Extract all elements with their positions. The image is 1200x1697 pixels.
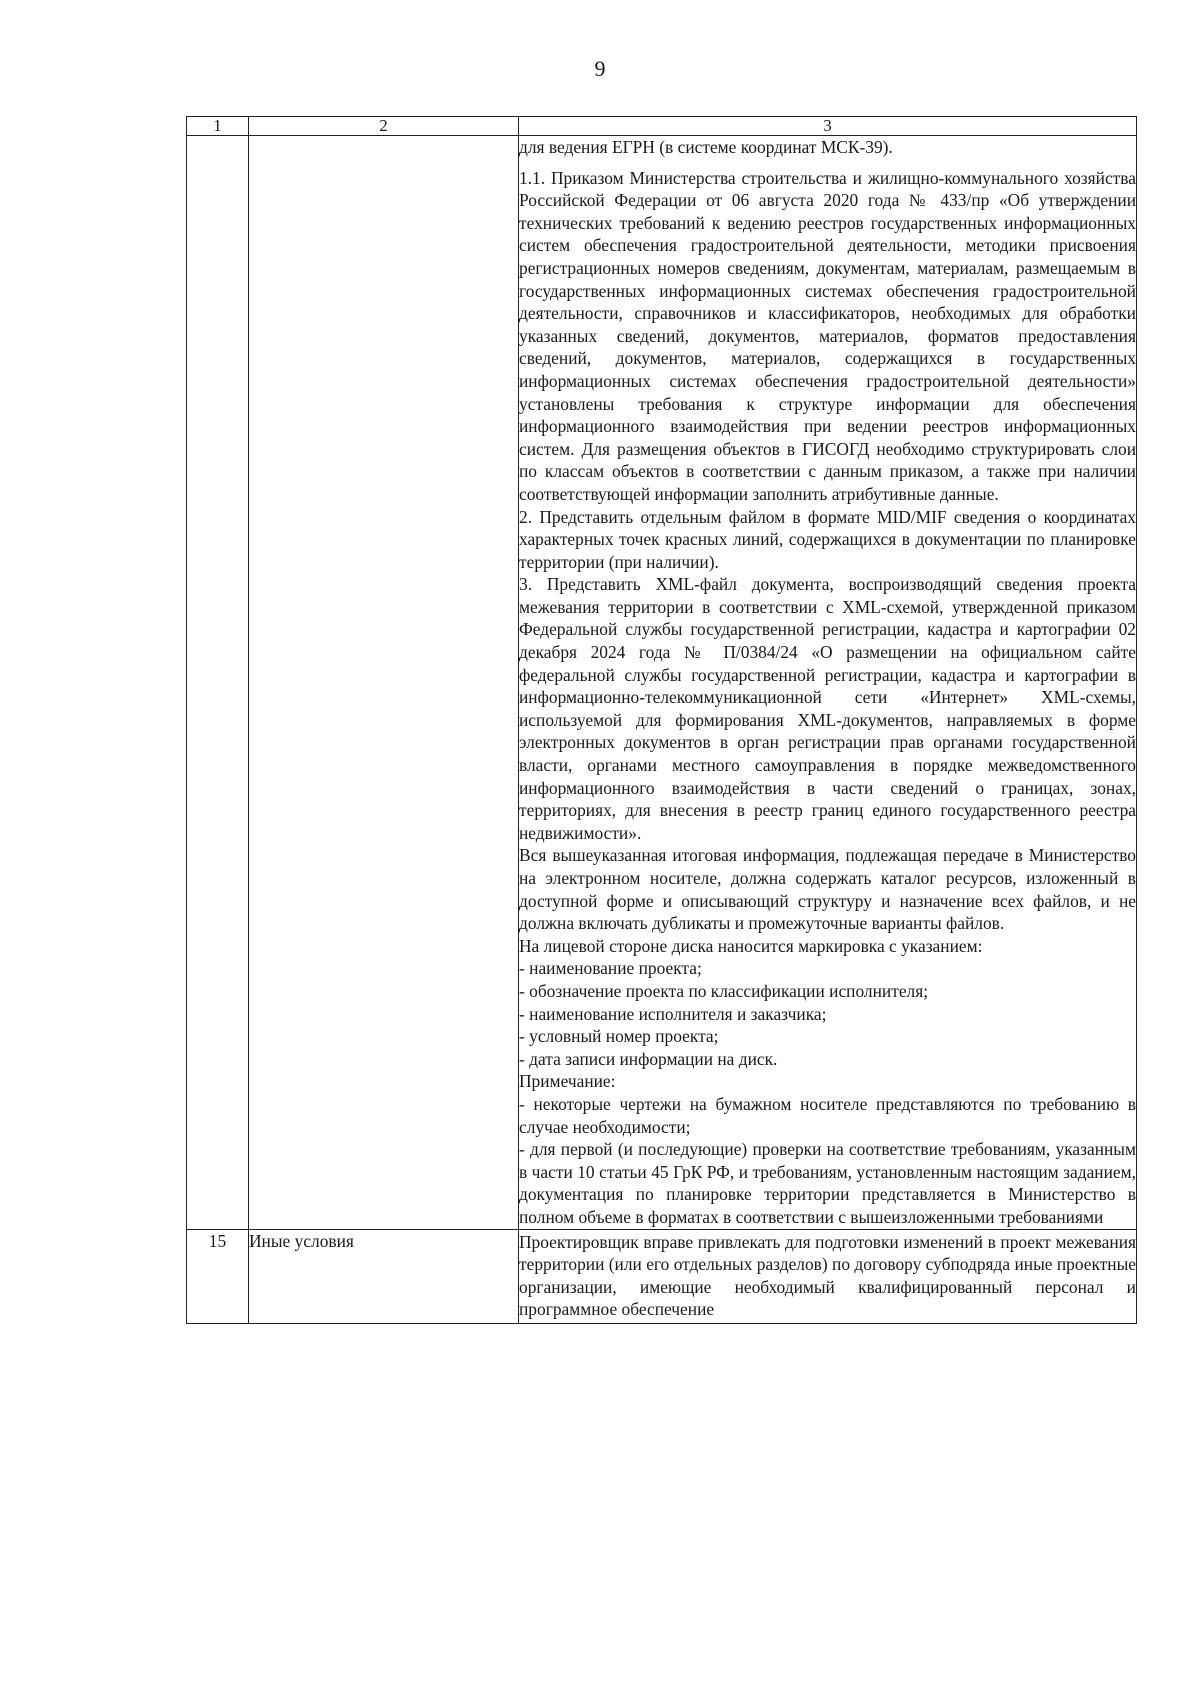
- table-row-continued: [187, 136, 1137, 1230]
- row-label-cell: Иные условия: [249, 1229, 519, 1323]
- note-item: - некоторые чертежи на бумажном носителе представляются по требованию в случае необходимости;: [519, 1093, 1136, 1137]
- note-heading: Примечание:: [519, 1071, 616, 1092]
- row-label-cell: [249, 136, 519, 1230]
- row-content-cell: [519, 136, 1137, 1230]
- list-item: - наименование исполнителя и заказчика;: [519, 1003, 827, 1024]
- list-item: - дата записи информации на диск.: [519, 1048, 778, 1069]
- row-number-cell: 15: [187, 1229, 249, 1323]
- table-row-15: [187, 1229, 1137, 1323]
- column-header-3: 3: [519, 117, 1137, 136]
- list-item: - наименование проекта;: [519, 958, 702, 979]
- paragraph-disk-marking: На лицевой стороне диска наносится маркировка с указанием:: [519, 935, 983, 956]
- column-header-1: 1: [187, 117, 249, 136]
- list-item: - обозначение проекта по классификации исполнителя;: [519, 980, 929, 1001]
- paragraph-egrn: для ведения ЕГРН (в системе координат МСК-39).: [519, 137, 893, 157]
- paragraph-2: 2. Представить отдельным файлом в формате MID/MIF сведения о координатах характерных точек красных линий, содержащихся в документации по планировке территории (при наличии).: [519, 506, 1136, 572]
- paragraph-3: 3. Представить XML-файл документа, воспроизводящий сведения проекта межевания территории в соответствии с XML-схемой, утвержденной приказом Федеральной службы государственной регистрации, кадастра и картографии 02 декабря 2024 года № П/0384/24 «О размещении на официальном сайте федеральной службы государственной регистрации, кадастра и картографии в информационно-телекоммуникационной сети «Интернет» XML-схемы, используемой для формирования XML-документов, направляемых в форме электронных документов в орган регистрации прав органами государственной власти, органами местного самоуправления в порядке межведомственного информационного взаимодействия в части сведений о границах, зонах, территориях, для внесения в реестр границ единого государственного реестра недвижимости».: [519, 574, 1136, 843]
- row-number-cell: [187, 136, 249, 1230]
- row-content-cell: Проектировщик вправе привлекать для подготовки изменений в проект межевания территории (или его отдельных разделов) по договору субподряда иные проектные организации, имеющие необходимый квалифицированный персонал и программное обеспечение: [519, 1229, 1137, 1323]
- note-item: - для первой (и последующие) проверки на соответствие требованиям, указанным в части 10 статьи 45 ГрК РФ, и требованиям, установленным настоящим заданием, документация по планировке территории представляется в Министерство в полном объеме в форматах в соответствии с вышеизложенными требованиями: [519, 1139, 1136, 1227]
- table-header-row: [187, 117, 1137, 136]
- paragraph-all-info: Вся вышеуказанная итоговая информация, подлежащая передаче в Министерство на электронном носителе, должна содержать каталог ресурсов, изложенный в доступной форме и описывающий структуру и назначение всех файлов, и не должна включать дубликаты и промежуточные варианты файлов.: [519, 845, 1136, 934]
- page-number: 9: [594, 56, 606, 81]
- paragraph-1-1: 1.1. Приказом Министерства строительства и жилищно-коммунального хозяйства Российской Федерации от 06 августа 2020 года № 433/пр «Об утверждении технических требований к ведению реестров государственных информационных систем обеспечения градостроительной деятельности, методики присвоения регистрационных номеров сведениям, документам, материалам, размещаемым в государственных информационных системах обеспечения градостроительной деятельности, справочников и классификаторов, необходимых для обработки указанных сведений, документов, материалов, форматов предоставления сведений, документов, материалов, содержащихся в государственных информационных системах обеспечения градостроительной деятельности» установлены требования к структуре информации для обеспечения информационного взаимодействия при ведении реестров информационных систем. Для размещения объектов в ГИСОГД необходимо структурировать слои по классам объектов в соответствии с данным приказом, а также при наличии соответствующей информации заполнить атрибутивные данные.: [519, 167, 1136, 504]
- list-item: - условный номер проекта;: [519, 1026, 719, 1047]
- column-header-2: 2: [249, 117, 519, 136]
- requirements-table: [186, 116, 1137, 1324]
